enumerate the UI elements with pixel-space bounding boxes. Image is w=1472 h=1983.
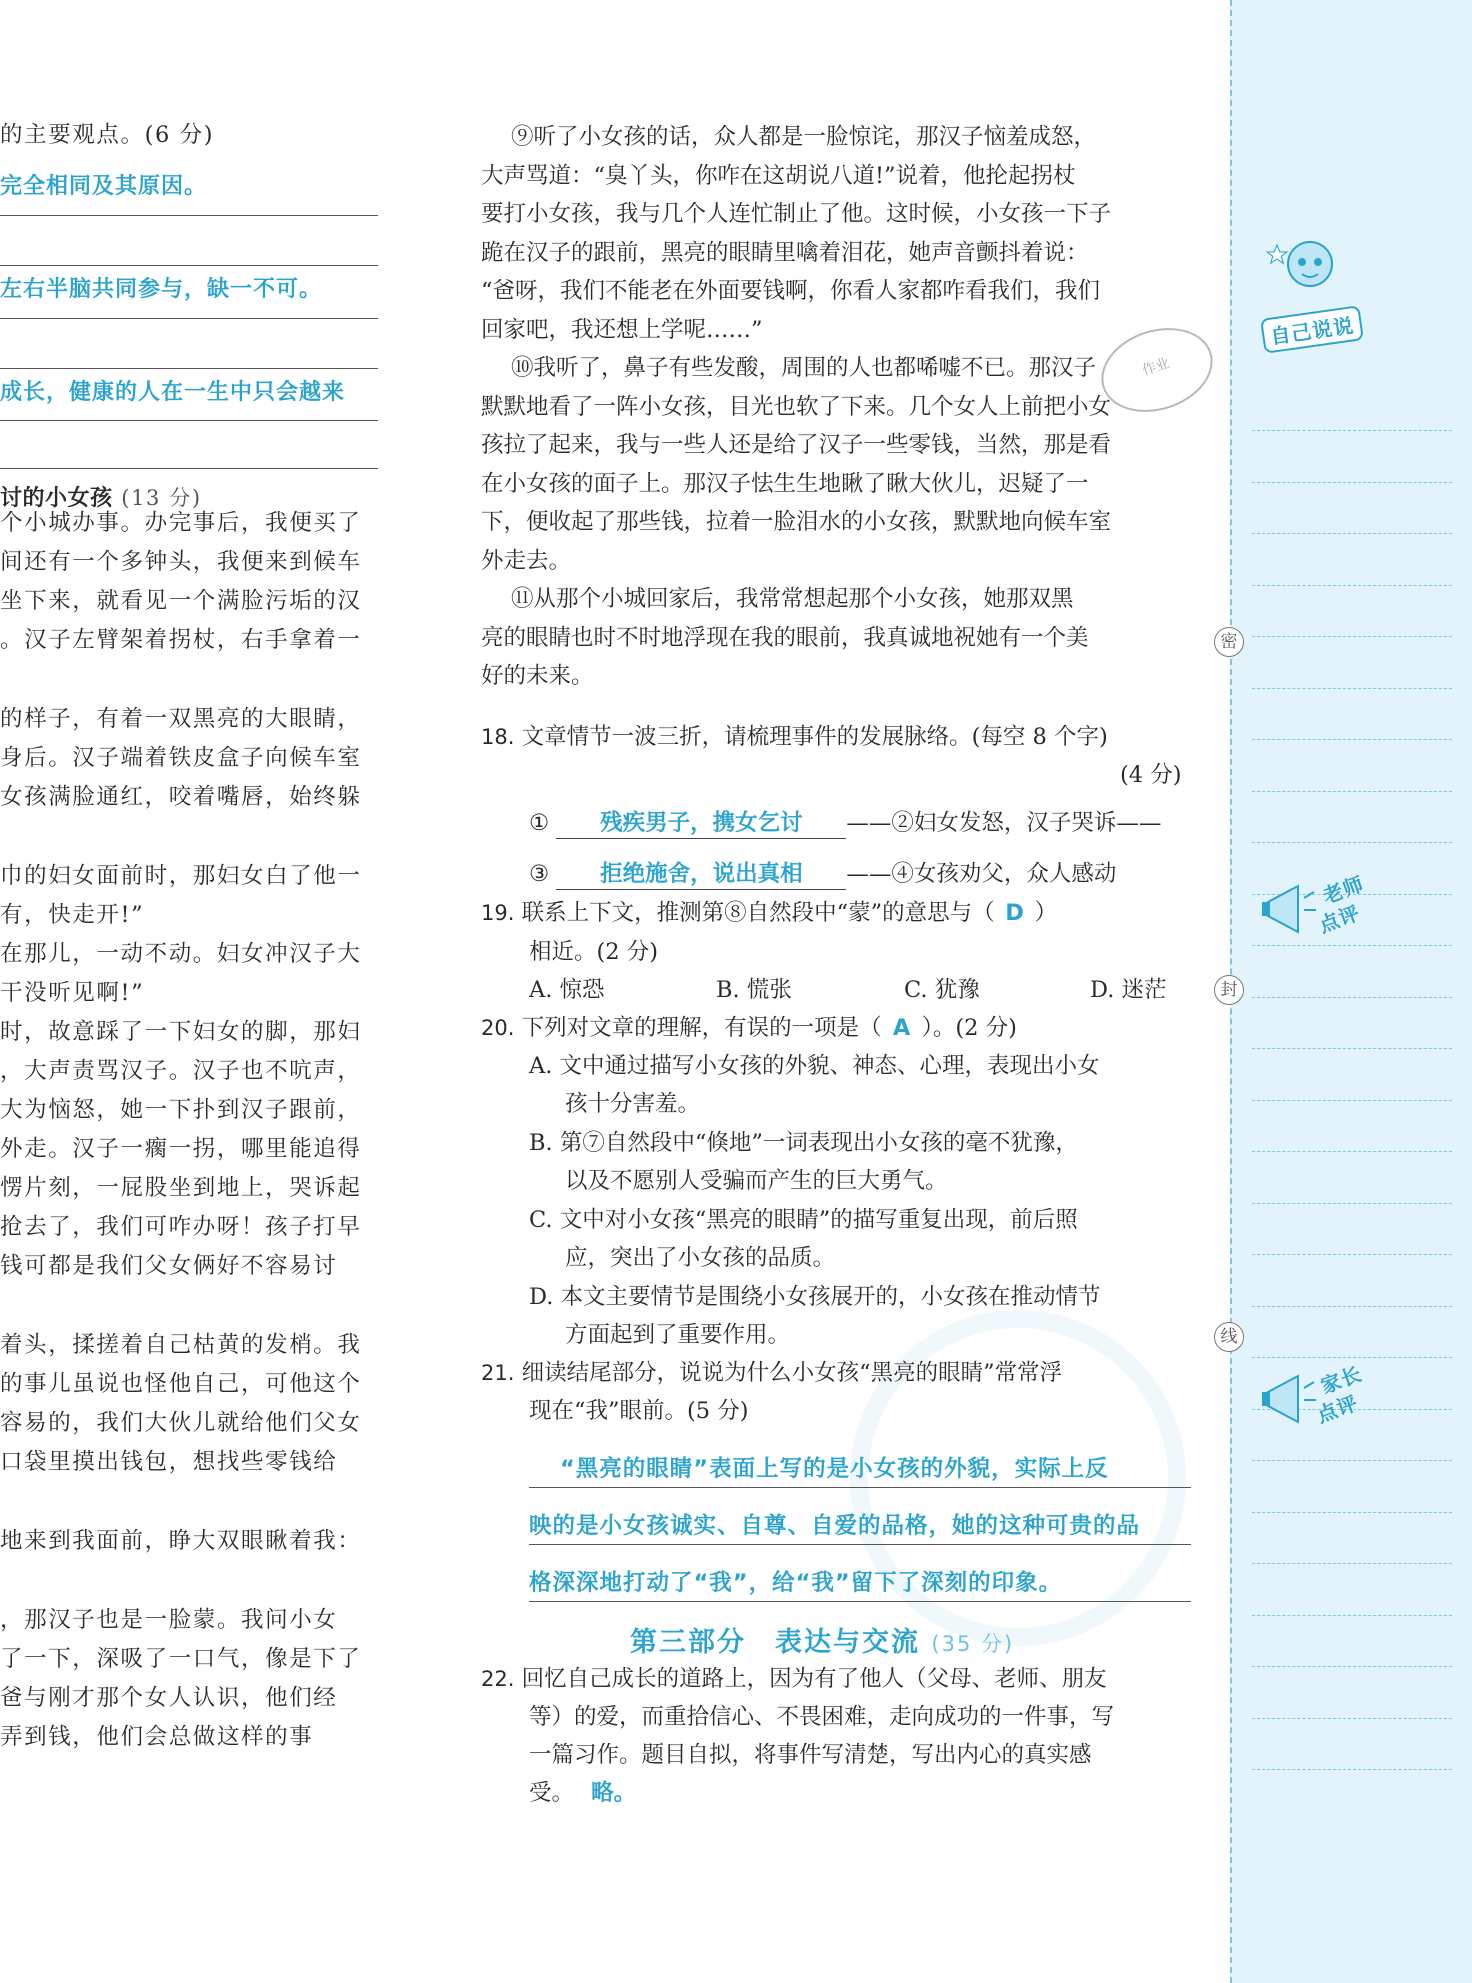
- note-line: [1252, 1306, 1452, 1307]
- seal-xian: 线: [1214, 1322, 1244, 1352]
- text-line: 个小城办事。办完事后，我便买了: [0, 510, 362, 536]
- q22-line3: 一篇习作。题目自拟，将事件写清楚，写出内心的真实感: [529, 1742, 1092, 1768]
- q20-option: C. 文中对小女孩“黑亮的眼睛”的描写重复出现，前后照: [529, 1207, 1078, 1233]
- text-line: 口袋里摸出钱包，想找些零钱给: [0, 1449, 338, 1475]
- note-line: [1252, 636, 1452, 637]
- text-line: 干没听见啊!”: [0, 980, 145, 1006]
- paragraph-line: 默默地看了一阵小女孩，目光也软了下来。几个女人上前把小女: [481, 393, 1112, 420]
- q18-blank-2: 拒绝施舍，说出真相: [556, 859, 846, 890]
- q18-blank-1: 残疾男子，携女乞讨: [556, 808, 846, 839]
- q21-answer-line: 映的是小女孩诚实、自尊、自爱的品格，她的这种可贵的品: [529, 1513, 1141, 1539]
- text-line: 。汉子左臂架着拐杖，右手拿着一: [0, 627, 362, 653]
- paragraph-line: ⑪从那个小城回家后，我常常想起那个小女孩，她那双黑: [511, 586, 1074, 612]
- answer-rule: [0, 420, 378, 421]
- note-line: [1252, 842, 1452, 843]
- self-talk-label: 自己说说: [1260, 305, 1364, 354]
- text-line: 着头，揉搓着自己枯黄的发梢。我: [0, 1332, 362, 1358]
- megaphone-icon: [1258, 880, 1322, 940]
- note-line: [1252, 1666, 1452, 1667]
- text-line: 的主要观点。(6 分): [0, 122, 215, 148]
- passage-heading: [0, 483, 202, 514]
- text-line: 大为恼怒，她一下扑到汉子跟前，: [0, 1097, 362, 1123]
- text-line: 身后。汉子端着铁皮盒子向候车室: [0, 745, 362, 771]
- q20-option: D. 本文主要情节是围绕小女孩展开的，小女孩在推动情节: [529, 1284, 1101, 1310]
- question-22: 22. 回忆自己成长的道路上，因为有了他人（父母、老师、朋友: [481, 1666, 1107, 1692]
- question-18: 18. 文章情节一波三折，请梳理事件的发展脉络。(每空 8 个字): [481, 724, 1108, 750]
- paragraph-line: 在小女孩的面子上。那汉子怯生生地瞅了瞅大伙儿，迟疑了一: [481, 470, 1089, 497]
- text-line: 容易的，我们大伙儿就给他们父女: [0, 1410, 362, 1436]
- paragraph-line: 要打小女孩，我与几个人连忙制止了他。这时候，小女孩一下子: [481, 201, 1112, 227]
- text-line: 时，故意踩了一下妇女的脚，那妇: [0, 1019, 362, 1045]
- seal-feng: 封: [1214, 975, 1244, 1005]
- q20-option: B. 第⑦自然段中“倏地”一词表现出小女孩的毫不犹豫，: [529, 1130, 1078, 1156]
- q22-line4: 受。 略。: [529, 1780, 637, 1806]
- text-line: 外走。汉子一瘸一拐，哪里能追得: [0, 1136, 362, 1162]
- section-title: 第三部分 表达与交流 (35 分): [630, 1627, 1015, 1658]
- text-line: 坐下来，就看见一个满脸污垢的汉: [0, 588, 362, 614]
- q19-option: D. 迷茫: [1090, 977, 1167, 1003]
- q18-row2: ③ 拒绝施舍，说出真相 ——④女孩劝父，众人感动: [529, 859, 1116, 890]
- text-line: 钱可都是我们父女俩好不容易讨: [0, 1253, 338, 1279]
- paragraph-line: 亮的眼睛也时不时地浮现在我的眼前，我真诚地祝她有一个美: [481, 624, 1089, 651]
- text-line: 有，快走开!”: [0, 902, 145, 928]
- answer-rule: [529, 1601, 1191, 1602]
- paragraph-line: 大声骂道：“臭丫头，你咋在这胡说八道!”说着，他抡起拐杖: [481, 162, 1076, 189]
- answer-rule: [0, 265, 378, 266]
- text-line: 女孩满脸通红，咬着嘴唇，始终躲: [0, 784, 362, 810]
- paragraph-line: ⑨听了小女孩的话，众人都是一脸惊诧，那汉子恼羞成怒，: [511, 124, 1097, 150]
- text-line: 间还有一个多钟头，我便来到候车: [0, 549, 362, 575]
- note-line: [1252, 739, 1452, 740]
- note-line: [1252, 585, 1452, 586]
- note-line: [1252, 1718, 1452, 1719]
- answer-rule: [529, 1544, 1191, 1545]
- q21-answer-line: 格深深地打动了“我”，给“我”留下了深刻的印象。: [529, 1570, 1063, 1596]
- note-line: [1252, 791, 1452, 792]
- note-line: [1252, 1460, 1452, 1461]
- question-21: 21. 细读结尾部分，说说为什么小女孩“黑亮的眼睛”常常浮: [481, 1360, 1063, 1386]
- text-line: 巾的妇女面前时，那妇女白了他一: [0, 863, 362, 889]
- answer-line: 左右半脑共同参与，缺一不可。: [0, 277, 323, 302]
- q20-option: A. 文中通过描写小女孩的外貌、神态、心理，表现出小女: [529, 1053, 1100, 1079]
- paragraph-line: 孩拉了起来，我与一些人还是给了汉子一些零钱，当然，那是看: [481, 432, 1112, 458]
- text-line: 抢去了，我们可咋办呀！孩子打早: [0, 1214, 362, 1240]
- q20-option-cont: 以及不愿别人受骗而产生的巨大勇气。: [565, 1168, 948, 1194]
- q19-option: C. 犹豫: [904, 977, 980, 1003]
- paragraph-line: 回家吧，我还想上学呢……”: [481, 316, 763, 343]
- note-line: [1252, 688, 1452, 689]
- q20-option-cont: 方面起到了重要作用。: [565, 1322, 791, 1348]
- text-line: 的事儿虽说也怪他自己，可他这个: [0, 1371, 362, 1397]
- note-line: [1252, 533, 1452, 534]
- note-line: [1252, 1769, 1452, 1770]
- note-line: [1252, 1203, 1452, 1204]
- seal-mi: 密: [1214, 627, 1244, 657]
- text-line: 在那儿，一动不动。妇女冲汉子大: [0, 941, 362, 967]
- answer-rule: [0, 318, 378, 319]
- answer-rule: [0, 468, 378, 469]
- q19-option: A. 惊恐: [529, 977, 605, 1003]
- answer-line: 成长，健康的人在一生中只会越来: [0, 380, 346, 405]
- question-20: 20. 下列对文章的理解，有误的一项是（ A ）。(2 分): [481, 1015, 1017, 1041]
- q21-answer-line: “黑亮的眼睛”表面上写的是小女孩的外貌，实际上反: [560, 1456, 1109, 1482]
- parent-label-1: 家长: [1317, 1361, 1366, 1399]
- q19-line2: 相近。(2 分): [529, 939, 659, 965]
- answer-rule: [0, 368, 378, 369]
- answer-rule: [529, 1487, 1191, 1488]
- note-line: [1252, 1563, 1452, 1564]
- note-line: [1252, 430, 1452, 431]
- paragraph-line: 外走去。: [481, 547, 572, 574]
- paragraph-line: 跪在汉子的跟前，黑亮的眼睛里噙着泪花，她声音颤抖着说：: [481, 239, 1089, 266]
- text-line: ，那汉子也是一脸蒙。我问小女: [0, 1607, 338, 1633]
- text-line: 爸与刚才那个女人认识，他们经: [0, 1685, 338, 1711]
- q18-row1: ① 残疾男子，携女乞讨 ——②妇女发怒，汉子哭诉——: [529, 808, 1161, 839]
- paragraph-line: ⑩我听了，鼻子有些发酸，周围的人也都唏嘘不已。那汉子: [511, 355, 1097, 381]
- text-line: 了一下，深吸了一口气，像是下了: [0, 1646, 362, 1672]
- text-line: 愣片刻，一屁股坐到地上，哭诉起: [0, 1175, 362, 1201]
- answer-line: 完全相同及其原因。: [0, 174, 208, 199]
- note-line: [1252, 1151, 1452, 1152]
- note-line: [1252, 1512, 1452, 1513]
- note-line: [1252, 1615, 1452, 1616]
- q19-option: B. 慌张: [716, 977, 792, 1003]
- note-line: [1252, 482, 1452, 483]
- homework-stamp: 作业: [1090, 314, 1223, 425]
- heading-points: (13 分): [121, 486, 202, 510]
- note-line: [1252, 997, 1452, 998]
- paragraph-line: 好的未来。: [481, 663, 594, 689]
- paragraph-line: 下，便收起了那些钱，拉着一脸泪水的小女孩，默默地向候车室: [481, 509, 1112, 535]
- note-line: [1252, 945, 1452, 946]
- text-line: ，大声责骂汉子。汉子也不吭声，: [0, 1058, 362, 1084]
- q20-option-cont: 孩十分害羞。: [565, 1091, 701, 1117]
- q20-option-cont: 应，突出了小女孩的品质。: [565, 1245, 836, 1271]
- note-line: [1252, 1100, 1452, 1101]
- text-line: 的样子，有着一双黑亮的大眼睛，: [0, 706, 362, 732]
- teacher-label-1: 老师: [1319, 871, 1368, 909]
- parent-label-2: 点评: [1313, 1390, 1362, 1428]
- teacher-label-2: 点评: [1315, 900, 1364, 938]
- text-line: 地来到我面前，睁大双眼瞅着我：: [0, 1528, 362, 1554]
- note-line: [1252, 1254, 1452, 1255]
- question-19: 19. 联系上下文，推测第⑧自然段中“蒙”的意思与（ D ）: [481, 900, 1058, 926]
- q22-line2: 等）的爱，而重拾信心、不畏困难，走向成功的一件事，写: [529, 1704, 1115, 1730]
- paragraph-line: “爸呀，我们不能老在外面要钱啊，你看人家都咋看我们，我们: [481, 278, 1101, 304]
- answer-rule: [0, 215, 378, 216]
- note-line: [1252, 1048, 1452, 1049]
- mascot-icon: [1262, 232, 1352, 312]
- q18-points: (4 分): [1120, 762, 1182, 788]
- heading-text: 讨的小女孩: [0, 486, 113, 511]
- q21-line2: 现在“我”眼前。(5 分): [529, 1398, 749, 1424]
- text-line: 弄到钱，他们会总做这样的事: [0, 1724, 314, 1750]
